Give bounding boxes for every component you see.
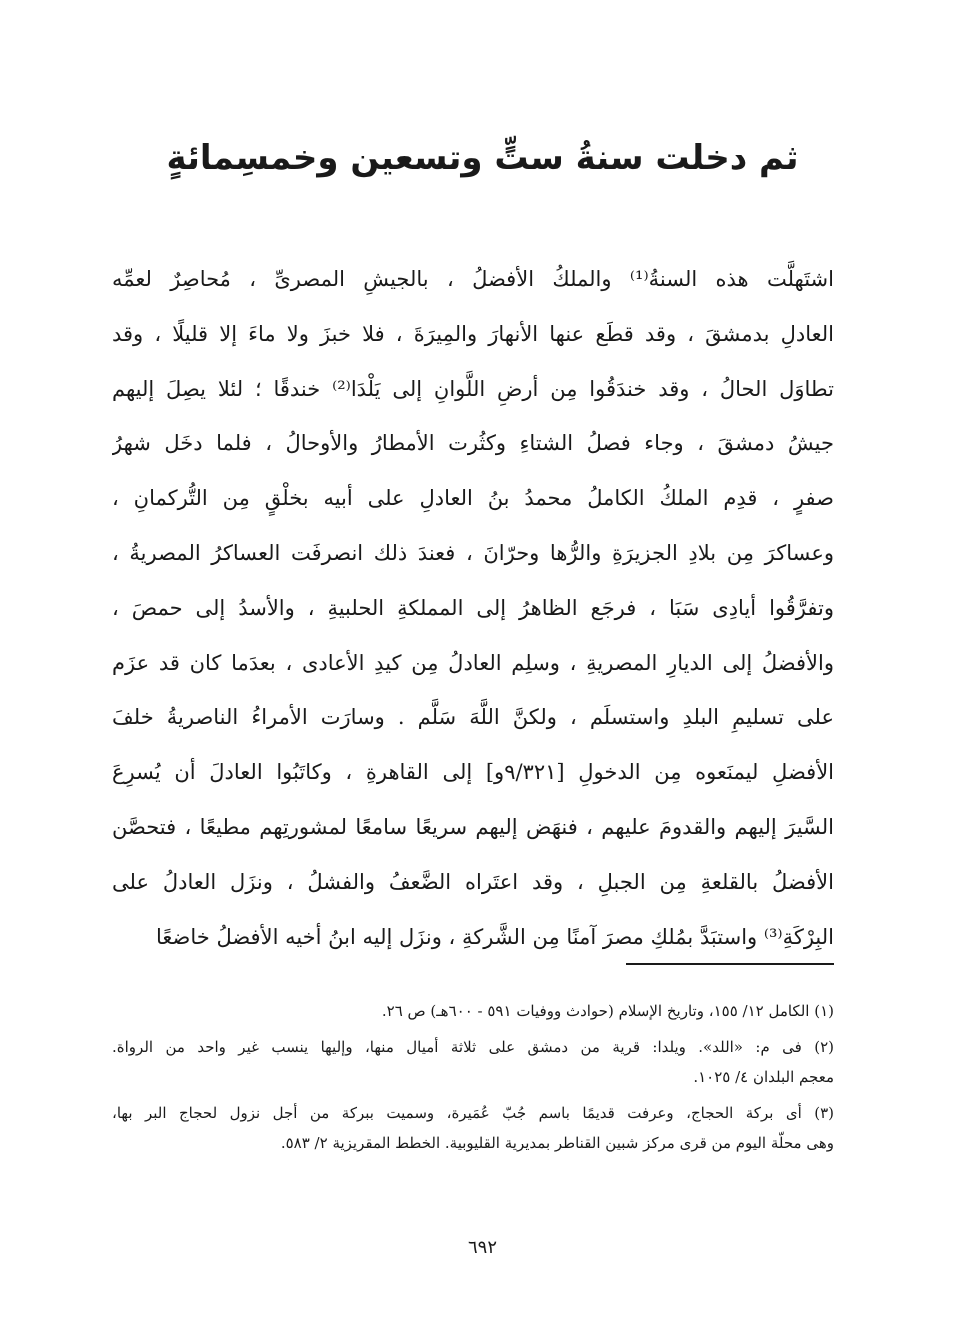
footnote-line: معجم البلدان ٤/ ١٠٢٥. xyxy=(693,1068,834,1086)
paragraph-line: وتفرَّقُوا أيادِى سَبَا ، فرجَع الظاهرُ إلى المملكةِ الحلبيةِ ، والأسدُ إلى حمصَ ، xyxy=(112,595,834,620)
paragraph-line: وعساكرَ مِن بلادِ الجزيرَةِ والرُّها وحرّانَ ، فعندَ ذلك انصرفَت العساكرُ المصريةُ ، xyxy=(112,540,834,565)
footnotes xyxy=(112,996,834,1158)
paragraph-line: البِرْكَةِ⁽³⁾ واستبَدَّ بمُلكِ مصرَ آمنًا مِن الشَّركةِ ، ونزَل إليه ابنُ أخيه الأفضلُ خاضعًا xyxy=(156,924,834,949)
footnote-separator xyxy=(626,963,834,965)
paragraph-line: على تسليمِ البلدِ واستسلَم ، ولكنَّ اللَّهَ سَلَّم . وسارَت الأمراءُ الناصريةُ خلفَ xyxy=(112,705,834,730)
page-number: ٦٩٢ xyxy=(467,1237,497,1258)
paragraph-line: الأفضلُ بالقلعةِ مِن الجبلِ ، وقد اعتَراه الضَّعفُ والفشلُ ، ونزَل العادلُ على xyxy=(112,869,834,894)
chapter-title: ثم دخلت سنةُ ستٍّ وتسعين وخمسِمائةٍ xyxy=(166,138,799,178)
footnote-1 xyxy=(112,996,834,1026)
paragraph-line: الأفضلِ ليمنَعوه مِن الدخولِ [٩/٣٢١و] إلى القاهرةِ ، وكاتَبُوا العادلَ أن يُسرِعَ xyxy=(112,760,834,785)
paragraph-line: اشتَهلَّت هذه السنةُ⁽¹⁾ والملكُ الأفضلُ ، بالجيشِ المصرىِّ ، مُحاصِرٌ لعمِّه xyxy=(112,267,834,291)
paragraph-line: جيشُ دمشقَ ، وجاء فصلُ الشتاءِ وكثُرت الأمطارُ والأوحالُ ، فلما دخَل شهرُ xyxy=(112,431,834,456)
footnote-3 xyxy=(112,1098,834,1158)
paragraph-line: والأفضلُ إلى الديارِ المصريةِ ، وسلِم العادلُ مِن كيدِ الأعادى ، بعدَما كان قد عزَم xyxy=(112,650,834,675)
footnote-line: (١) الكامل ١٢/ ١٥٥، وتاريخ الإسلام (حوادث ووفيات ٥٩١ - ٦٠٠هـ) ص ٢٦. xyxy=(381,1002,834,1020)
footnote-line: (٣) أى بركة الحجاج، وعرفت قديمًا باسم جُبّ عُمَيرة، وسميت ببركة من أجل نزول لحجاج البر بها، xyxy=(112,1104,834,1122)
footnote-line: وهى محلّة اليوم من قرى مركز شبين القناطر بمديرية القليوبية. الخطط المقريزية ٢/ ٥٨٣. xyxy=(280,1134,834,1152)
footnote-line: (٢) فى م: «اللد». ويلدا: قرية من دمشق على ثلاثة أميال منها، وإليها ينسب غير واحد من الرواة. xyxy=(112,1038,834,1056)
main-paragraph xyxy=(112,252,834,964)
paragraph-line: تطاوَل الحالُ ، وقد خندَقُوا مِن أرضِ اللَّوانِ إلى يَلْدَا⁽²⁾ خندقًا ؛ لئلا يصِلَ إليهم xyxy=(112,376,834,401)
footnote-2 xyxy=(112,1032,834,1092)
paragraph-line: صفرٍ ، قدِم الملكُ الكاملُ محمدُ بنُ العادلِ على أبيه بخلْقٍ مِن التُّركمانِ ، xyxy=(112,486,834,511)
paragraph-line: العادلِ بدمشقَ ، وقد قطَع عنها الأنهارَ والمِيرَةَ ، فلا خبزَ ولا ماءَ إلا قليلًا ، وقد xyxy=(112,321,834,346)
paragraph-line: السَّيرَ إليهم والقدومَ عليهم ، فنهَض إليهم سريعًا سامعًا لمشورتِهم مطيعًا ، فتحصَّن xyxy=(112,814,834,839)
